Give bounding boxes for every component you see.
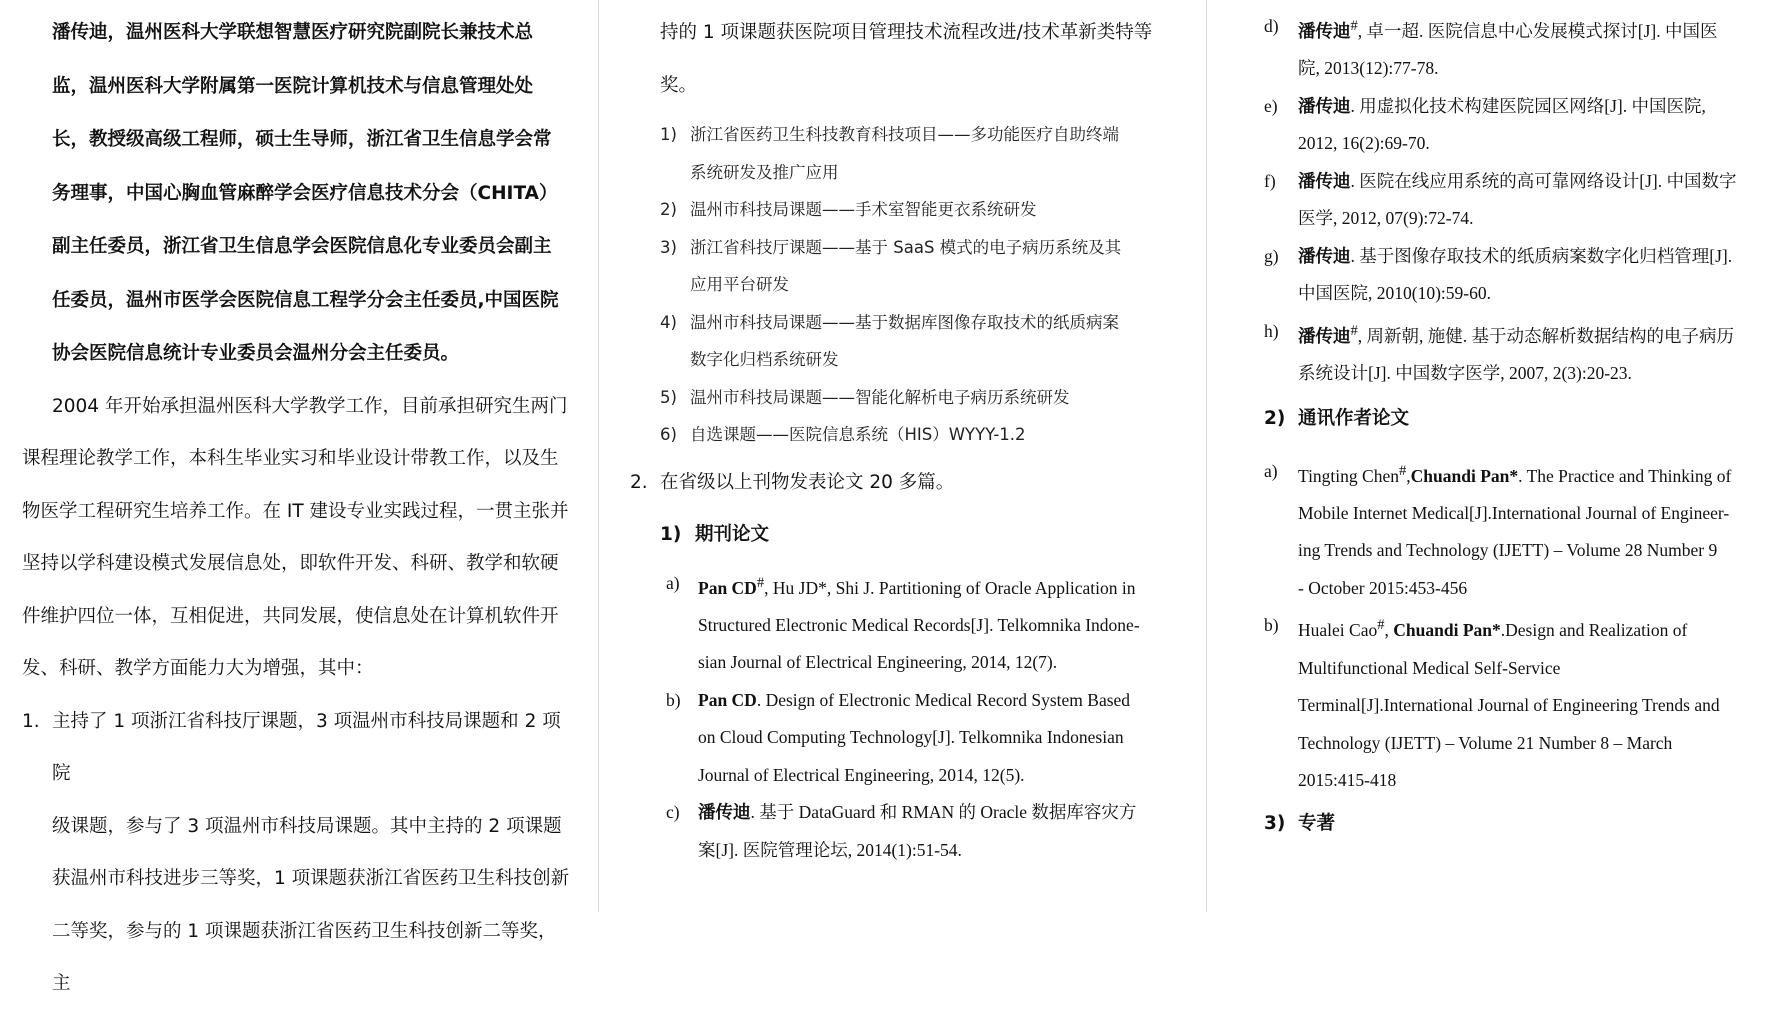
project-line: 应用平台研发 — [690, 275, 789, 294]
reference-line: 案[J]. 医院管理论坛, 2014(1):51-54. — [698, 839, 962, 860]
column-left — [22, 0, 570, 994]
item-line: 获温州市科技进步三等奖，1 项课题获浙江省医药卫生科技创新 — [52, 868, 570, 889]
project-line: 温州市科技局课题——智能化解析电子病历系统研发 — [690, 387, 1070, 407]
bio-line: 长，教授级高级工程师，硕士生导师，浙江省卫生信息学会常 — [52, 129, 552, 150]
reference-item — [1264, 8, 1784, 88]
bio-line: 潘传迪，温州医科大学联想智慧医疗研究院副院长兼技术总 — [52, 22, 534, 43]
reference-item — [1264, 607, 1784, 799]
section-title: 专著 — [1298, 812, 1336, 834]
reference-label: d) — [1264, 16, 1279, 36]
numbered-item — [630, 456, 1190, 509]
continued-item-text — [630, 0, 1190, 112]
section-header-corresponding — [1264, 399, 1784, 439]
project-number: 2) — [660, 200, 677, 219]
project-number: 6) — [660, 425, 677, 444]
bio-line: 协会医院信息统计专业委员会温州分会主任委员。 — [52, 343, 460, 364]
reference-line: Pan CD#, Hu JD*, Shi J. Partitioning of Oracle Application in — [698, 574, 1136, 598]
column-right — [1264, 0, 1784, 912]
reference-line: 潘传迪#, 卓一超. 医院信息中心发展模式探讨[J]. 中国医 — [1298, 18, 1718, 41]
reference-label: g) — [1264, 245, 1279, 266]
reference-line: Tingting Chen#,Chuandi Pan*. The Practice and Thinking of — [1298, 462, 1732, 486]
reference-item — [1264, 163, 1784, 238]
reference-line: Technology (IJETT) – Volume 21 Number 8 – March — [1298, 732, 1673, 753]
reference-line: Journal of Electrical Engineering, 2014, 12(5). — [698, 764, 1025, 785]
reference-line: on Cloud Computing Technology[J]. Telkomnika Indonesian — [698, 727, 1124, 748]
column-divider — [1206, 0, 1207, 912]
reference-line: ing Trends and Technology (IJETT) – Volume 28 Number 9 — [1298, 540, 1718, 561]
reference-item — [1264, 238, 1784, 313]
column-middle — [630, 0, 1190, 912]
bio-line: 监，温州医科大学附属第一医院计算机技术与信息管理处处 — [52, 75, 534, 97]
item-line: 奖。 — [660, 75, 698, 96]
paragraph-line: 发、科研、教学方面能力大为增强，其中： — [22, 658, 374, 679]
reference-label: e) — [1264, 95, 1278, 116]
paragraph-line: 2004 年开始承担温州医科大学教学工作，目前承担研究生两门 — [52, 395, 568, 417]
section-title: 期刊论文 — [695, 523, 770, 545]
reference-item — [1264, 88, 1784, 163]
bio-line: 任委员，温州市医学会医院信息工程学分会主任委员,中国医院 — [52, 289, 559, 311]
reference-line: 潘传迪#, 周新朝, 施健. 基于动态解析数据结构的电子病历 — [1298, 322, 1735, 346]
reference-line: 医学, 2012, 07(9):72-74. — [1298, 208, 1474, 229]
project-line: 数字化归档系统研发 — [690, 350, 839, 369]
reference-line: Pan CD. Design of Electronic Medical Record System Based — [698, 689, 1131, 710]
paragraph-line: 件维护四位一体，互相促进，共同发展，使信息处在计算机软件开 — [22, 605, 559, 627]
section-number: 3) — [1264, 812, 1286, 834]
corresponding-reference-list — [1264, 453, 1784, 800]
reference-label: h) — [1264, 320, 1279, 341]
reference-line: Mobile Internet Medical[J].International Journal of Engineer- — [1298, 502, 1730, 523]
project-line: 温州市科技局课题——手术室智能更衣系统研发 — [690, 200, 1037, 219]
reference-line: Structured Electronic Medical Records[J]. Telkomnika Indone- — [698, 614, 1140, 635]
reference-label: a) — [666, 572, 680, 593]
section-number: 1) — [660, 523, 682, 545]
reference-item — [666, 682, 1190, 795]
project-line: 系统研发及推广应用 — [690, 162, 839, 182]
paragraph-line: 课程理论教学工作，本科生毕业实习和毕业设计带教工作，以及生 — [22, 448, 559, 469]
project-number: 3) — [660, 237, 677, 257]
item-text: 在省级以上刊物发表论文 20 多篇。 — [660, 471, 955, 493]
section-header-monograph — [1264, 804, 1784, 844]
reference-line: Hualei Cao#, Chuandi Pan*.Design and Realization of — [1298, 617, 1688, 641]
author-bio — [22, 0, 570, 381]
reference-label: b) — [1264, 615, 1279, 636]
reference-line: 潘传迪. 基于 DataGuard 和 RMAN 的 Oracle 数据库容灾方 — [698, 802, 1137, 823]
reference-line: 院, 2013(12):77-78. — [1298, 58, 1439, 79]
reference-label: b) — [666, 689, 681, 710]
project-line: 浙江省医药卫生科技教育科技项目——多功能医疗自助终端 — [690, 125, 1119, 144]
reference-item — [1264, 453, 1784, 608]
bio-line: 副主任委员，浙江省卫生信息学会医院信息化专业委员会副主 — [52, 236, 552, 257]
section-number: 2) — [1264, 407, 1286, 429]
reference-line: 系统设计[J]. 中国数字医学, 2007, 2(3):20-23. — [1298, 363, 1632, 384]
reference-item — [666, 565, 1190, 682]
reference-item — [1264, 313, 1784, 393]
column-divider — [598, 0, 599, 912]
reference-line: 2012, 16(2):69-70. — [1298, 133, 1430, 154]
reference-line: - October 2015:453-456 — [1298, 577, 1468, 598]
journal-reference-list-continued — [1264, 8, 1784, 393]
project-item — [660, 304, 1190, 379]
reference-line: sian Journal of Electrical Engineering, 2014, 12(7). — [698, 652, 1058, 673]
project-item — [660, 416, 1190, 454]
section-title: 通讯作者论文 — [1298, 407, 1410, 429]
item-number: 2. — [630, 471, 648, 493]
reference-item — [666, 794, 1190, 869]
project-number: 1) — [660, 125, 677, 144]
item-line: 持的 1 项课题获医院项目管理技术流程改进/技术革新类特等 — [660, 22, 1153, 43]
paragraph-line: 坚持以学科建设模式发展信息处，即软件开发、科研、教学和软硬 — [22, 553, 559, 574]
project-line: 自选课题——医院信息系统（HIS）WYYY-1.2 — [690, 425, 1026, 444]
project-item — [660, 379, 1190, 417]
reference-label: a) — [1264, 460, 1278, 481]
project-number: 4) — [660, 312, 677, 332]
reference-line: 中国医院, 2010(10):59-60. — [1298, 283, 1491, 304]
reference-line: 潘传迪. 医院在线应用系统的高可靠网络设计[J]. 中国数字 — [1298, 170, 1737, 191]
reference-label: f) — [1264, 170, 1276, 191]
reference-label: c) — [666, 802, 680, 823]
project-item — [660, 229, 1190, 304]
section-header-journal — [660, 509, 1190, 561]
teaching-paragraph — [22, 381, 570, 696]
item-line: 级课题，参与了 3 项温州市科技局课题。其中主持的 2 项课题 — [52, 815, 562, 837]
numbered-item — [22, 696, 570, 1011]
project-line: 浙江省科技厅课题——基于 SaaS 模式的电子病历系统及其 — [690, 237, 1122, 257]
reference-line: Terminal[J].International Journal of Engineering Trends and — [1298, 695, 1720, 716]
paragraph-line: 物医学工程研究生培养工作。在 IT 建设专业实践过程，一贯主张并 — [22, 500, 569, 522]
project-line: 温州市科技局课题——基于数据库图像存取技术的纸质病案 — [690, 312, 1119, 332]
bio-line: 务理事，中国心胸血管麻醉学会医疗信息技术分会（CHITA） — [52, 182, 558, 204]
reference-line: 潘传迪. 用虚拟化技术构建医院园区网络[J]. 中国医院, — [1298, 95, 1706, 116]
project-item — [660, 191, 1190, 229]
reference-line: Multifunctional Medical Self-Service — [1298, 657, 1561, 678]
project-number: 5) — [660, 387, 677, 407]
item-line: 二等奖，参与的 1 项课题获浙江省医药卫生科技创新二等奖，主 — [52, 920, 557, 994]
project-item — [660, 116, 1190, 191]
reference-line: 2015:415-418 — [1298, 770, 1397, 791]
item-number: 1. — [22, 710, 40, 732]
journal-reference-list — [666, 565, 1190, 870]
item-line: 主持了 1 项浙江省科技厅课题，3 项温州市科技局课题和 2 项院 — [52, 710, 561, 784]
reference-line: 潘传迪. 基于图像存取技术的纸质病案数字化归档管理[J]. — [1298, 245, 1733, 266]
project-list — [660, 116, 1190, 454]
